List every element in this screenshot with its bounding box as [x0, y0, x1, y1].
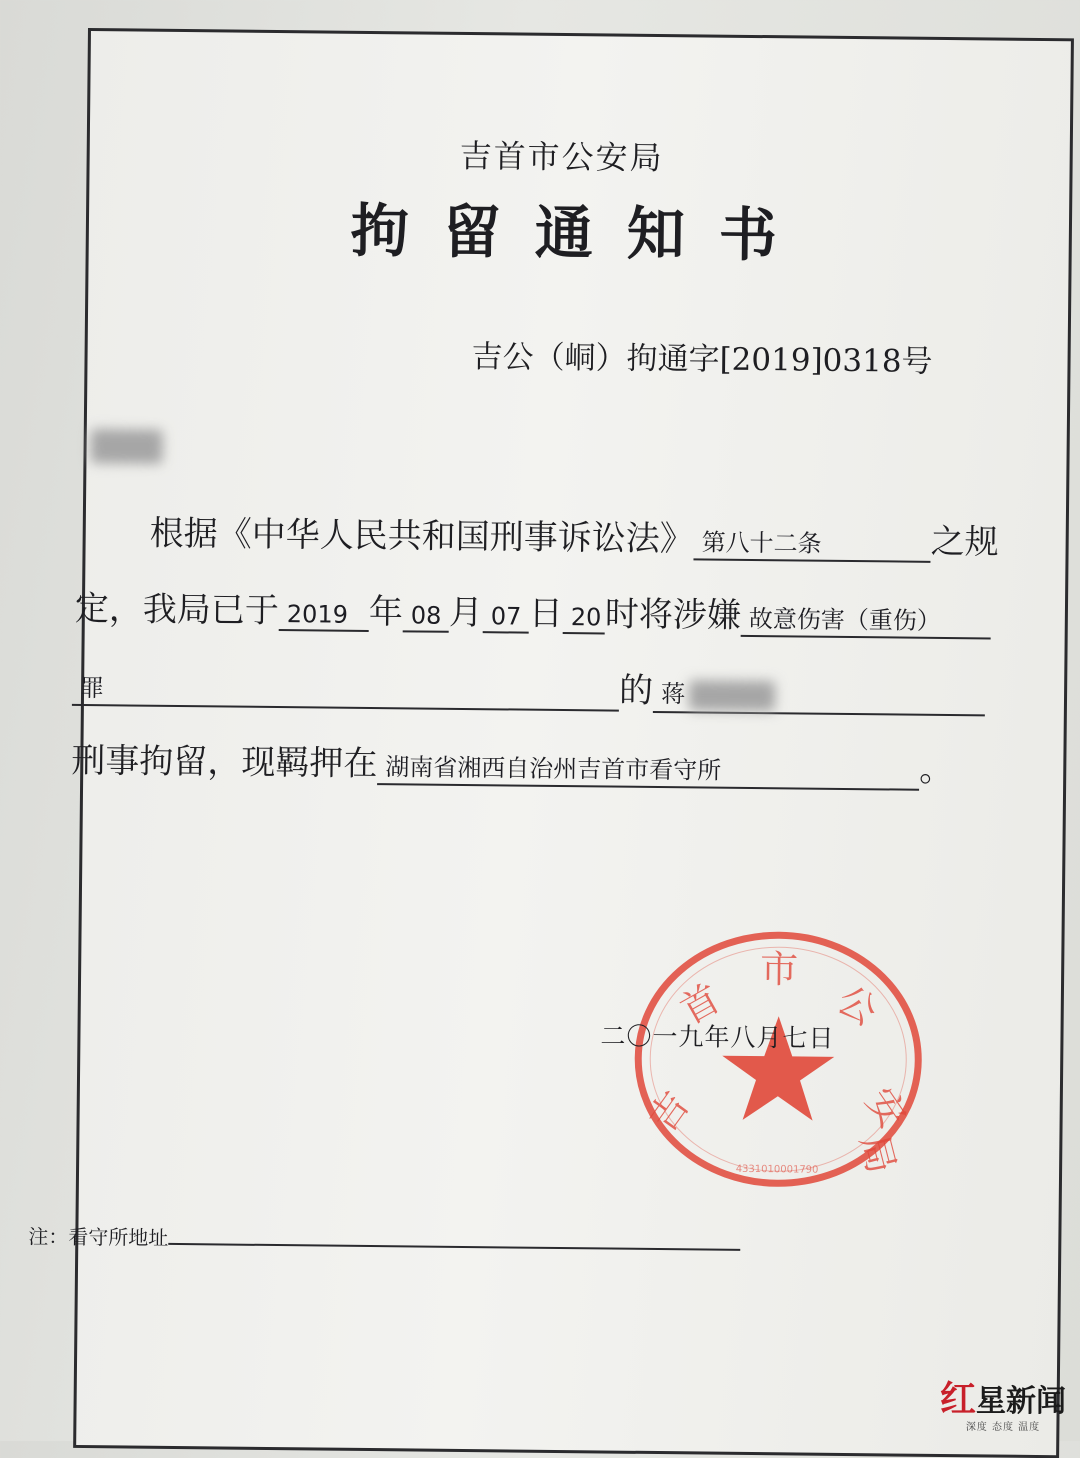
svg-text:吉: 吉 — [640, 1083, 698, 1140]
line2-prefix: 定，我局已于 — [74, 588, 280, 632]
redacted-name — [689, 680, 775, 711]
person-surname: 蒋 — [660, 680, 686, 709]
document-title: 拘留通知书 — [350, 196, 812, 270]
month-unit: 月 — [448, 592, 484, 634]
official-seal-stamp — [627, 923, 930, 1196]
crime-field: 罪 — [72, 668, 619, 712]
hour-field: 20 — [563, 603, 605, 634]
media-watermark — [940, 1371, 1066, 1433]
watermark-char-c: 新闻 — [1006, 1384, 1066, 1419]
document-number: 吉公（峒）拘通字[2019]0318号 — [471, 339, 933, 380]
watermark-logo — [940, 1371, 1066, 1422]
line4-prefix: 刑事拘留，现羁押在 — [71, 740, 378, 785]
body-line-4 — [71, 733, 953, 791]
svg-text:市: 市 — [759, 947, 799, 992]
issuer-name: 吉首市公安局 — [459, 136, 664, 178]
body-line-3 — [72, 657, 985, 717]
watermark-char-a: 红 — [939, 1379, 976, 1420]
line4-suffix: 。 — [919, 749, 954, 791]
detention-center-address-field — [168, 1242, 740, 1251]
issue-date: 二〇一九年八月七日 — [600, 1021, 835, 1053]
person-name-field — [653, 674, 985, 716]
watermark-char-b: 星 — [976, 1384, 1006, 1419]
charge-field: 故意伤害（重伤） — [741, 599, 991, 640]
footnote-label: 注：看守所地址 — [28, 1224, 169, 1250]
year-unit: 年 — [368, 591, 404, 633]
body-line-2 — [75, 581, 991, 640]
of-text: 的 — [618, 670, 654, 711]
svg-text:局: 局 — [851, 1130, 904, 1178]
watermark-slogan: 深度 态度 温度 — [965, 1422, 1041, 1433]
day-field: 07 — [483, 602, 529, 633]
day-unit: 日 — [528, 593, 564, 635]
month-field: 08 — [403, 601, 449, 632]
redacted-recipient — [90, 429, 162, 464]
law-reference: 根据《中华人民共和国刑事诉讼法》 — [149, 513, 694, 560]
svg-text:安: 安 — [857, 1079, 916, 1137]
body-line-1 — [149, 506, 998, 564]
detention-notice-document — [28, 28, 1074, 1458]
year-field: 2019 — [279, 600, 369, 632]
article-field: 第八十二条 — [693, 522, 930, 562]
location-field: 湖南省湘西自治州吉首市看守所 — [377, 747, 919, 791]
line2-suffix: 时将涉嫌 — [604, 594, 742, 636]
line1-suffix: 之规 — [930, 521, 999, 563]
svg-text:4331010001790: 4331010001790 — [735, 1163, 819, 1176]
svg-text:公: 公 — [829, 977, 885, 1035]
footnote — [28, 1220, 740, 1256]
svg-text:首: 首 — [672, 975, 728, 1033]
